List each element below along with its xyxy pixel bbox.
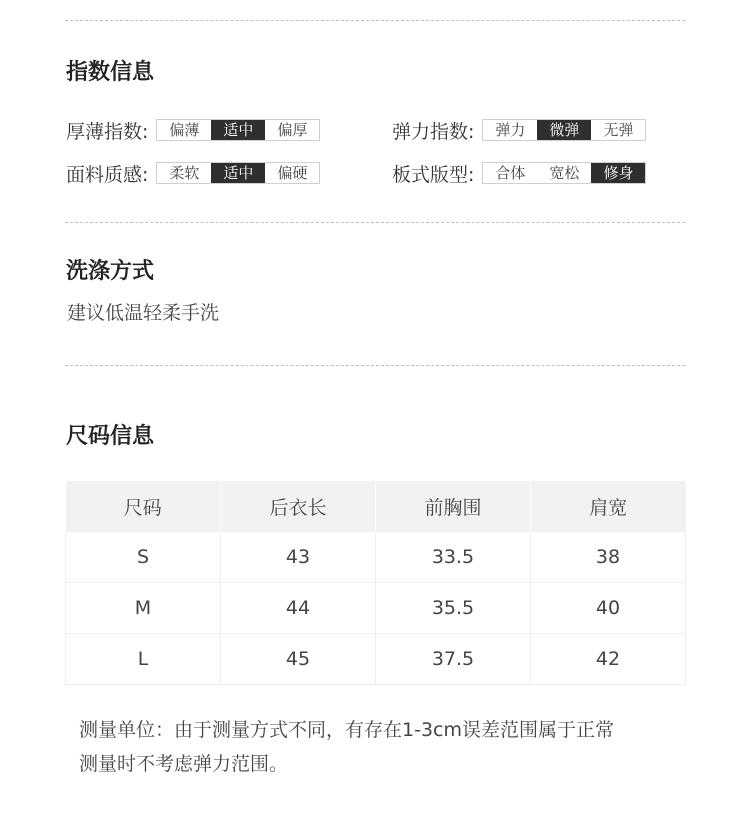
- back-length-cell: 45: [221, 634, 376, 685]
- header-chest: 前胸围: [376, 481, 531, 532]
- thickness-option: 偏薄: [157, 120, 211, 140]
- elasticity-option: 无弹: [591, 120, 645, 140]
- wash-section-title: 洗涤方式: [66, 259, 155, 284]
- table-row: [66, 532, 686, 583]
- measurement-note-line2: 测量时不考虑弹力范围。: [79, 753, 289, 775]
- fit-style-option-selected: 修身: [591, 163, 645, 183]
- fabric-feel-label: 面料质感:: [66, 163, 149, 186]
- fabric-feel-option-selected: 适中: [211, 163, 265, 183]
- fabric-feel-option: 柔软: [157, 163, 211, 183]
- fit-style-label: 板式版型:: [392, 163, 475, 186]
- elasticity-label: 弹力指数:: [392, 120, 475, 143]
- fabric-feel-options: [156, 162, 320, 184]
- thickness-options: [156, 119, 320, 141]
- elasticity-option: 弹力: [483, 120, 537, 140]
- fit-style-option: 宽松: [537, 163, 591, 183]
- fabric-feel-option: 偏硬: [265, 163, 319, 183]
- measurement-note: [79, 713, 689, 781]
- thickness-index: [66, 118, 320, 142]
- size-table-header: [66, 481, 686, 532]
- fit-style-option: 合体: [483, 163, 537, 183]
- thickness-option: 偏厚: [265, 120, 319, 140]
- size-cell: L: [66, 634, 221, 685]
- thickness-option-selected: 适中: [211, 120, 265, 140]
- measurement-note-line1: 测量单位：由于测量方式不同，有存在1-3cm误差范围属于正常: [79, 719, 614, 741]
- top-divider: [65, 20, 685, 21]
- fit-style-index: [392, 161, 646, 185]
- thickness-label: 厚薄指数:: [66, 120, 149, 143]
- fit-style-options: [482, 162, 646, 184]
- header-back-length: 后衣长: [221, 481, 376, 532]
- shoulder-cell: 40: [531, 583, 686, 634]
- shoulder-cell: 38: [531, 532, 686, 583]
- chest-cell: 33.5: [376, 532, 531, 583]
- index-divider: [65, 222, 685, 223]
- back-length-cell: 43: [221, 532, 376, 583]
- size-cell: S: [66, 532, 221, 583]
- index-section-title: 指数信息: [66, 60, 155, 85]
- table-row: [66, 634, 686, 685]
- elasticity-options: [482, 119, 646, 141]
- header-size: 尺码: [66, 481, 221, 532]
- elasticity-index: [392, 118, 646, 142]
- wash-divider: [65, 365, 685, 366]
- table-row: [66, 583, 686, 634]
- fabric-feel-index: [66, 161, 320, 185]
- header-shoulder: 肩宽: [531, 481, 686, 532]
- elasticity-option-selected: 微弹: [537, 120, 591, 140]
- wash-instructions: 建议低温轻柔手洗: [67, 302, 220, 324]
- shoulder-cell: 42: [531, 634, 686, 685]
- size-table: [65, 481, 686, 685]
- size-section-title: 尺码信息: [66, 424, 155, 449]
- chest-cell: 37.5: [376, 634, 531, 685]
- size-cell: M: [66, 583, 221, 634]
- back-length-cell: 44: [221, 583, 376, 634]
- chest-cell: 35.5: [376, 583, 531, 634]
